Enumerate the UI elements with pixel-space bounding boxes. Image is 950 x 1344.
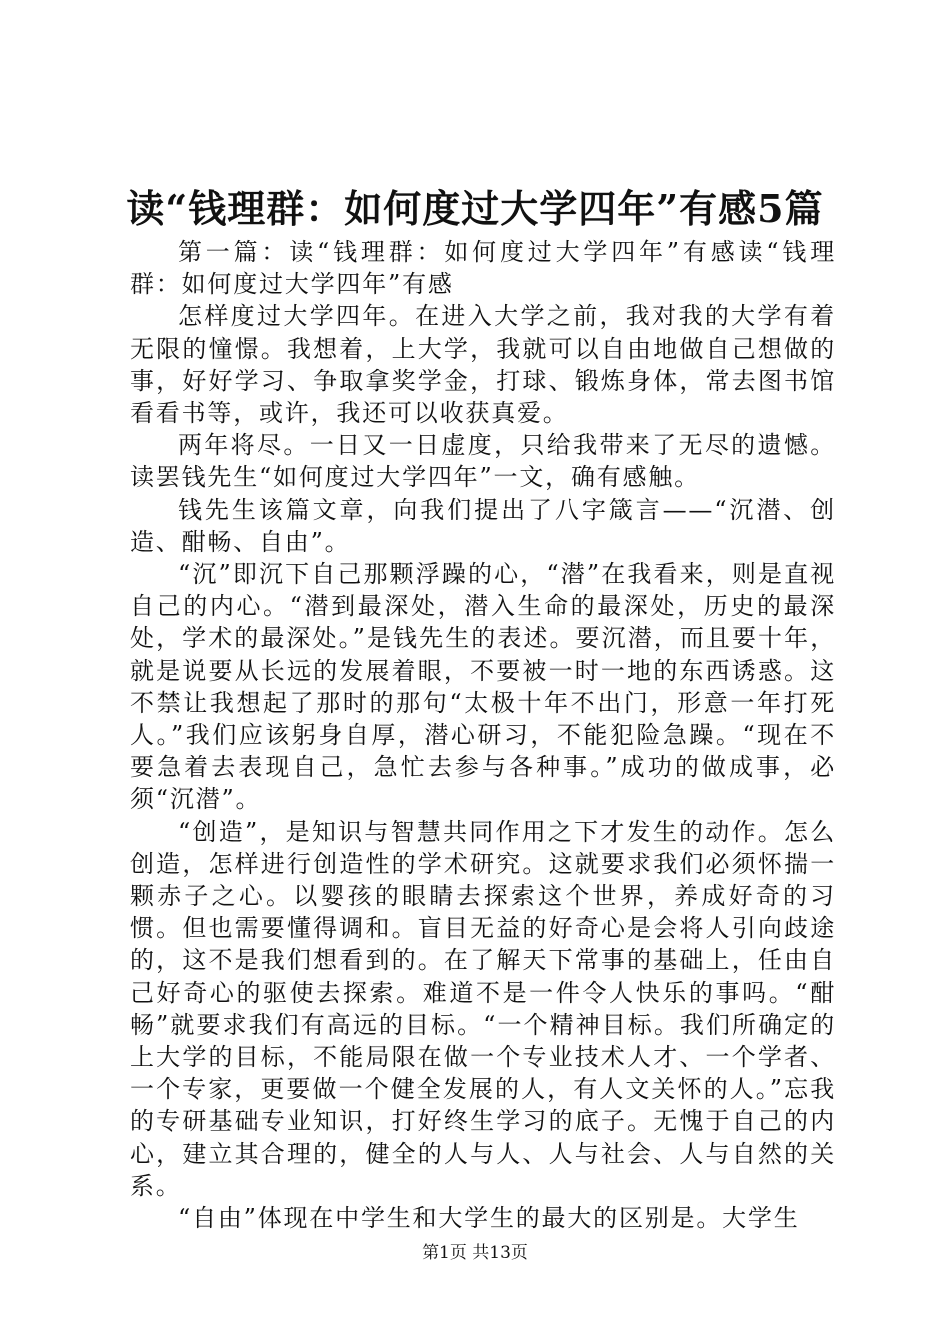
document-body bbox=[130, 236, 836, 1234]
paragraph-4: 钱先生该篇文章，向我们提出了八字箴言——“沉潜、创造、酣畅、自由”。 bbox=[130, 495, 836, 556]
paragraph-7: “自由”体现在中学生和大学生的最大的区别是。大学生 bbox=[178, 1204, 800, 1233]
paragraph-6: “创造”，是知识与智慧共同作用之下才发生的动作。怎么创造，怎样进行创造性的学术研究。这就要求我们必须怀揣一颗赤子之心。以婴孩的眼睛去探索这个世界，养成好奇的习惯。但也需要懂得调和。盲目无益的好奇心是会将人引向歧途的，这不是我们想看到的。在了解天下常事的基础上，任由自己好奇心的驱使去探索。难道不是一件令人快乐的事吗。“酣畅”就要求我们有高远的目标。“一个精神目标。我们所确定的上大学的目标，不能局限在做一个专业技术人才、一个学者、一个专家，更要做一个健全发展的人，有人文关怀的人。”忘我的专研基础专业知识，打好终生学习的底子。无愧于自己的内心，建立其合理的，健全的人与人、人与社会、人与自然的关系。 bbox=[130, 817, 836, 1200]
paragraph-2: 怎样度过大学四年。在进入大学之前，我对我的大学有着无限的憧憬。我想着，上大学，我就可以自由地做自己想做的事，好好学习、争取拿奖学金，打球、锻炼身体，常去图书馆看看书等，或许，我还可以收获真爱。 bbox=[130, 302, 836, 428]
paragraph-1: 第一篇：读“钱理群：如何度过大学四年”有感读“钱理群：如何度过大学四年”有感 bbox=[130, 238, 836, 299]
paragraph-3: 两年将尽。一日又一日虚度，只给我带来了无尽的遗憾。读罢钱先生“如何度过大学四年”一文，确有感触。 bbox=[130, 431, 836, 492]
paragraph-5: “沉”即沉下自己那颗浮躁的心，“潜”在我看来，则是直视自己的内心。“潜到最深处，潜入生命的最深处，历史的最深处，学术的最深处。”是钱先生的表述。要沉潜，而且要十年，就是说要从长远的发展着眼，不要被一时一地的东西诱惑。这不禁让我想起了那时的那句“太极十年不出门，形意一年打死人。”我们应该躬身自厚，潜心研习，不能犯险急躁。“现在不要急着去表现自己，急忙去参与各种事。”成功的做成事，必须“沉潜”。 bbox=[130, 560, 836, 814]
document-title: 读“钱理群：如何度过大学四年”有感5篇 bbox=[126, 186, 824, 231]
page-number-footer: 第1页 共13页 bbox=[422, 1243, 528, 1263]
